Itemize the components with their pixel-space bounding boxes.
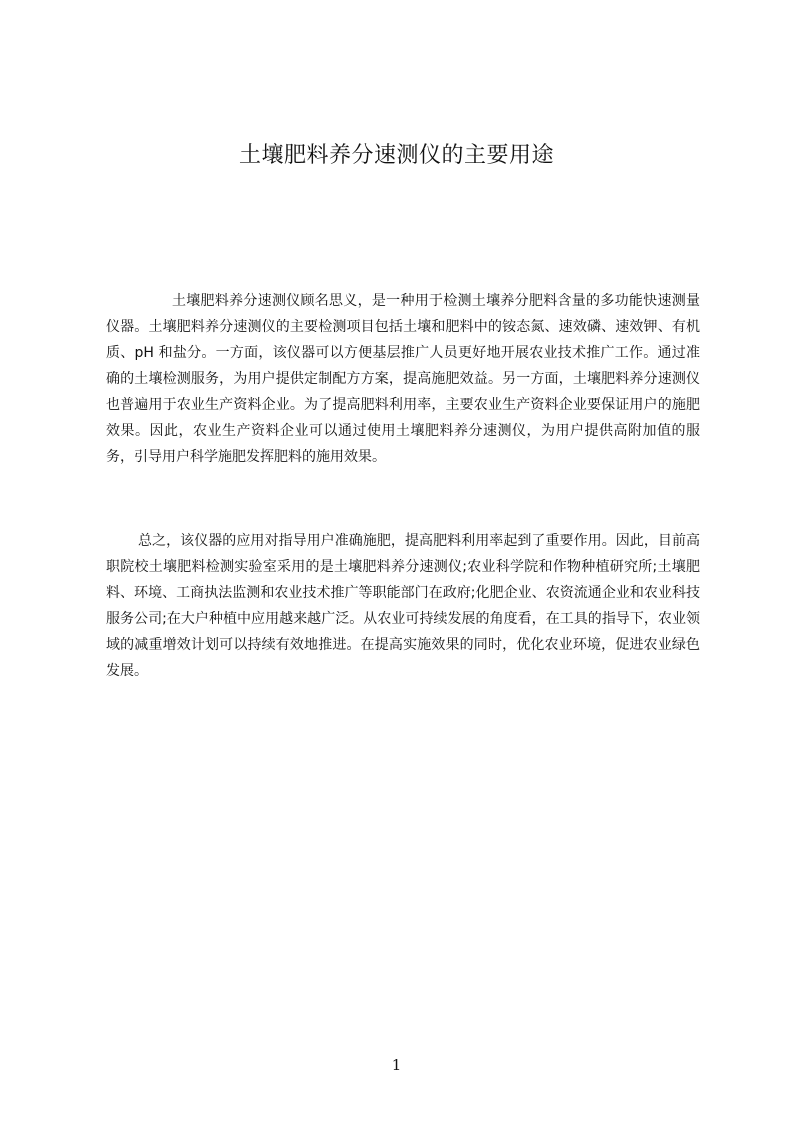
page-number: 1 — [391, 1056, 402, 1074]
document-title: 土壤肥料养分速测仪的主要用途 — [238, 143, 554, 168]
paragraph-conclusion: 总之，该仪器的应用对指导用户准确施肥，提高肥料利用率起到了重要作用。因此，目前高职院校土壤肥料检测实验室采用的是土壤肥料养分速测仪;农业科学院和作物种植研究所;土壤肥料、环境、工商执法监测和农业技术推广等职能部门在政府;化肥企业、农资流通企业和农业科技服务公司;在大户种植中应用越来越广泛。从农业可持续发展的角度看，在工具的指导下，农业领域的减重增效计划可以持续有效地推进。在提高实施效果的同时，优化农业环境，促进农业绿色发展。 — [106, 533, 700, 679]
paragraph-intro: 土壤肥料养分速测仪顾名思义，是一种用于检测土壤养分肥料含量的多功能快速测量仪器。土壤肥料养分速测仪的主要检测项目包括土壤和肥料中的铵态氮、速效磷、速效钾、有机质、pH 和盐分。一方面，该仪器可以方便基层推广人员更好地开展农业技术推广工作。通过准确的土壤检测服务，为用户提供定制配方方案，提高施肥效益。另一方面，土壤肥料养分速测仪也普遍用于农业生产资料企业。为了提高肥料利用率，主要农业生产资料企业要保证用户的施肥效果。因此，农业生产资料企业可以通过使用土壤肥料养分速测仪，为用户提供高附加值的服务，引导用户科学施肥发挥肥料的施用效果。 — [106, 293, 700, 465]
